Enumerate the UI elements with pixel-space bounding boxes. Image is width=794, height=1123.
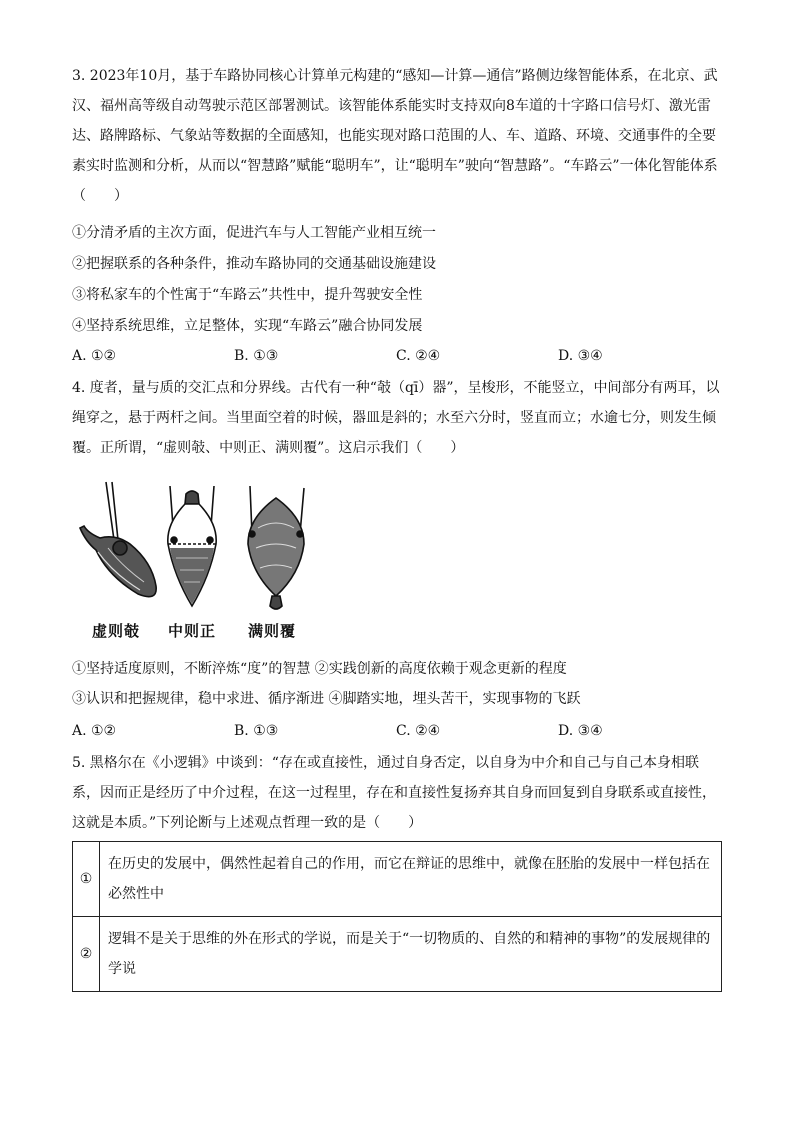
question-3-option-3: ③将私家车的个性寓于“车路云”共性中，提升驾驶安全性 xyxy=(72,287,423,303)
row-text: 在历史的发展中，偶然性起着自己的作用，而它在辩证的思维中，就像在胚胎的发展中一样包括在必然性中 xyxy=(100,842,722,917)
question-5 xyxy=(72,748,724,838)
question-4-options-line-1: ①坚持适度原则，不断淬炼“度”的智慧 ②实践创新的高度依赖于观念更新的程度 xyxy=(72,661,567,677)
caption-empty-tilted: 虚则攲 xyxy=(92,622,141,640)
row-number: ② xyxy=(73,917,100,992)
question-3-option-4: ④坚持系统思维，立足整体，实现“车路云”融合协同发展 xyxy=(72,318,423,334)
question-4 xyxy=(72,373,724,463)
choice-c: C. ②④ xyxy=(396,348,441,364)
question-5-table xyxy=(72,841,722,992)
overturned-vessel xyxy=(248,486,304,609)
table-row xyxy=(73,842,722,917)
row-text: 逻辑不是关于思维的外在形式的学说，而是关于“一切物质的、自然的和精神的事物”的发展规律的学说 xyxy=(100,917,722,992)
tilted-vessel xyxy=(80,482,156,597)
qi-vessels-illustration xyxy=(78,478,310,618)
choice-a: A. ①② xyxy=(72,348,117,364)
question-5-stem: 5. 黑格尔在《小逻辑》中谈到：“存在或直接性，通过自身否定，以自身为中介和自己与自己本身相联系，因而正是经历了中介过程，在这一过程里，存在和直接性复扬弃其自身而回复到自身联系或直接性，这就是本质。”下列论断与上述观点哲理一致的是（ ） xyxy=(72,755,716,831)
question-3 xyxy=(72,61,724,211)
row-number: ① xyxy=(73,842,100,917)
choice-b: B. ①③ xyxy=(234,723,279,739)
caption-half-upright: 中则正 xyxy=(168,622,217,640)
question-4-choices xyxy=(72,716,724,746)
question-4-options-line-2: ③认识和把握规律，稳中求进、循序渐进 ④脚踏实地，埋头苦干，实现事物的飞跃 xyxy=(72,691,581,707)
choice-a: A. ①② xyxy=(72,723,117,739)
choice-c: C. ②④ xyxy=(396,723,441,739)
choice-b: B. ①③ xyxy=(234,348,279,364)
question-3-choices xyxy=(72,341,724,371)
choice-d: D. ③④ xyxy=(558,348,603,364)
question-4-stem: 4. 度者，量与质的交汇点和分界线。古代有一种“攲（qī）器”，呈梭形，不能竖立，中间部分有两耳，以绳穿之，悬于两杆之间。当里面空着的时候，器皿是斜的；水至六分时，竖直而立；水逾七分，则发生倾覆。正所谓，“虚则攲、中则正、满则覆”。这启示我们（ ） xyxy=(72,380,720,456)
upright-vessel xyxy=(168,486,216,606)
question-3-option-2: ②把握联系的各种条件，推动车路协同的交通基础设施建设 xyxy=(72,256,436,272)
question-3-option-1: ①分清矛盾的主次方面，促进汽车与人工智能产业相互统一 xyxy=(72,225,436,241)
question-3-stem: 3. 2023年10月，基于车路协同核心计算单元构建的“感知—计算—通信”路侧边缘智能体系，在北京、武汉、福州高等级自动驾驶示范区部署测试。该智能体系能实时支持双向8车道的十字路口信号灯、激光雷达、路牌路标、气象站等数据的全面感知，也能实现对路口范围的人、车、道路、环境、交通事件的全要素实时监测和分析，从而以“智慧路”赋能“聪明车”，让“聪明车”驶向“智慧路”。“车路云”一体化智能体系（ ） xyxy=(72,68,718,204)
choice-d: D. ③④ xyxy=(558,723,603,739)
qi-vessel-figure xyxy=(78,478,310,644)
caption-full-overturned: 满则覆 xyxy=(248,622,297,640)
table-row xyxy=(73,917,722,992)
